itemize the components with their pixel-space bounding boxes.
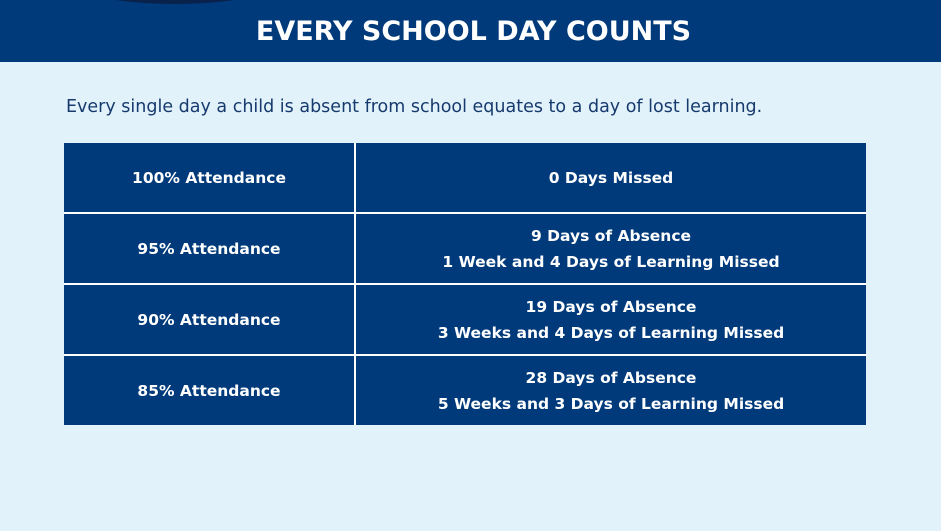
- absence-cell: [355, 355, 866, 425]
- page-header: [0, 0, 941, 62]
- attendance-cell: 85% Attendance: [64, 355, 355, 425]
- table-row: [64, 355, 866, 425]
- table-row: [64, 284, 866, 355]
- table-row: [64, 213, 866, 284]
- attendance-table: [64, 143, 866, 425]
- learning-missed: 5 Weeks and 3 Days of Learning Missed: [437, 394, 785, 413]
- attendance-cell: 95% Attendance: [64, 213, 355, 284]
- table-row: [64, 143, 866, 213]
- absence-cell: [355, 143, 866, 213]
- absence-days: 0 Days Missed: [548, 168, 674, 187]
- absence-cell: [355, 284, 866, 355]
- learning-missed: 1 Week and 4 Days of Learning Missed: [442, 252, 780, 271]
- absence-days: 19 Days of Absence: [525, 297, 697, 316]
- intro-text: Every single day a child is absent from school equates to a day of lost learning.: [66, 97, 763, 117]
- absence-days: 9 Days of Absence: [530, 226, 692, 245]
- attendance-cell: 90% Attendance: [64, 284, 355, 355]
- page-title: EVERY SCHOOL DAY COUNTS: [255, 15, 692, 47]
- header-decoration: [70, 0, 280, 4]
- attendance-cell: 100% Attendance: [64, 143, 355, 213]
- absence-days: 28 Days of Absence: [525, 368, 697, 387]
- absence-cell: [355, 213, 866, 284]
- learning-missed: 3 Weeks and 4 Days of Learning Missed: [437, 323, 785, 342]
